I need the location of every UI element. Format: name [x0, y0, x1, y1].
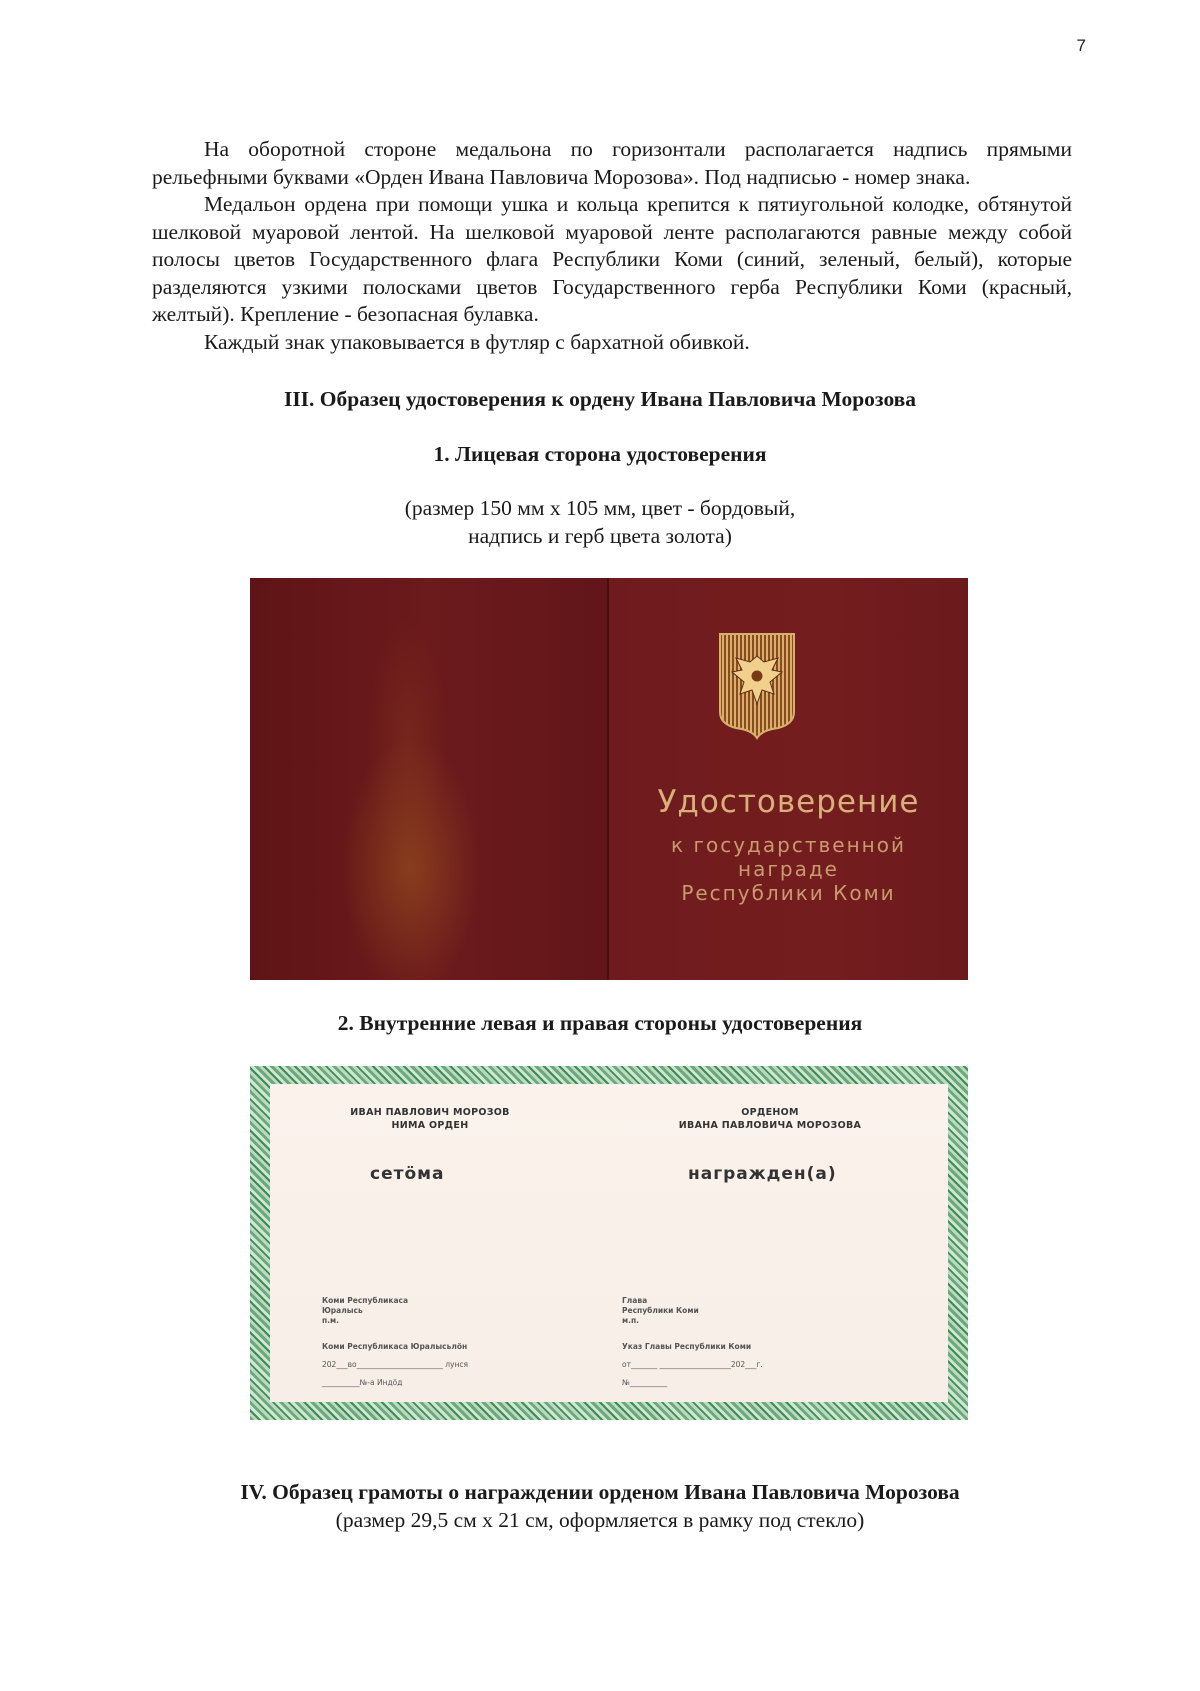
- coat-of-arms-icon: [718, 632, 796, 740]
- right-header: [660, 1106, 880, 1132]
- section3-heading: III. Образец удостоверения к ордену Ивана Павловича Морозова: [283, 387, 917, 411]
- sub1-caption: [100, 494, 1100, 550]
- left-number-line: __________№-а Индöд: [322, 1378, 403, 1387]
- cover-subtitle-line3: Республики Коми: [681, 881, 896, 905]
- left-decree: Коми Республикаса Юралысьлöн: [322, 1342, 468, 1351]
- body-text: [152, 136, 1072, 356]
- left-sig-line1: Коми Республикаса: [322, 1296, 409, 1305]
- paragraph-reverse-side: На оборотной стороне медальона по горизонтали располагается надпись прямыми рельефными буквами «Орден Ивана Павловича Морозова». Под надписью - номер знака.: [152, 137, 1072, 189]
- right-sig-line2: Республики Коми: [622, 1306, 699, 1315]
- left-award-word: сетöма: [370, 1164, 445, 1184]
- cover-front-panel: [609, 578, 968, 980]
- right-header-line1: ОРДЕНОМ: [741, 1107, 799, 1118]
- certificate-inner-image: [250, 1066, 968, 1420]
- sub1-heading: 1. Лицевая сторона удостоверения: [433, 442, 767, 466]
- section4: [100, 1478, 1100, 1534]
- cover-subtitle-line1: к государственной: [671, 833, 906, 857]
- left-signature-block: [322, 1296, 408, 1326]
- left-sig-line3: п.м.: [322, 1316, 340, 1325]
- page-number: 7: [1076, 36, 1086, 55]
- right-signature-block: [622, 1296, 699, 1326]
- sub1-caption-line1: (размер 150 мм х 105 мм, цвет - бордовый,: [404, 496, 796, 520]
- section4-heading: IV. Образец грамоты о награждении орденом Ивана Павловича Морозова: [240, 1480, 960, 1504]
- inner-paper: [270, 1084, 948, 1402]
- left-sig-line2: Юралысь: [322, 1306, 363, 1315]
- paragraph-case: Каждый знак упаковывается в футляр с бархатной обивкой.: [204, 329, 750, 354]
- left-header-line1: ИВАН ПАВЛОВИЧ МОРОЗОВ: [350, 1107, 510, 1118]
- right-award-word: награжден(а): [688, 1164, 837, 1184]
- sub2-heading: 2. Внутренние левая и правая стороны удостоверения: [337, 1011, 863, 1035]
- left-date-line: 202___во_______________________ лунся: [322, 1360, 468, 1369]
- right-sig-line3: м.п.: [622, 1316, 640, 1325]
- paragraph-ribbon: Медальон ордена при помощи ушка и кольца крепится к пятиугольной колодке, обтянутой шелковой муаровой лентой. На шелковой муаровой ленте располагаются равные между собой полосы цветов Государственного флага Республики Коми (синий, зеленый, белый), которые разделяются узкими полосками цветов Государственного герба Республики Коми (красный, желтый). Крепление - безопасная булавка.: [152, 192, 1072, 326]
- right-sig-line1: Глава: [622, 1296, 648, 1305]
- cover-subtitle-line2: награде: [738, 857, 839, 881]
- right-number-line: №__________: [622, 1378, 668, 1387]
- sub1-caption-line2: надпись и герб цвета золота): [468, 524, 732, 548]
- cover-title: Удостоверение: [657, 784, 920, 820]
- right-decree: Указ Главы Республики Коми: [622, 1342, 752, 1351]
- cover-back-panel: [250, 578, 607, 980]
- section4-caption: (размер 29,5 см х 21 см, оформляется в рамку под стекло): [335, 1508, 865, 1532]
- left-header: [330, 1106, 530, 1132]
- certificate-cover-image: [250, 578, 968, 980]
- right-header-line2: ИВАНА ПАВЛОВИЧА МОРОЗОВА: [678, 1120, 862, 1131]
- left-header-line2: НИМА ОРДЕН: [391, 1120, 469, 1131]
- right-date-line: от_______ ___________________202___г.: [622, 1360, 763, 1369]
